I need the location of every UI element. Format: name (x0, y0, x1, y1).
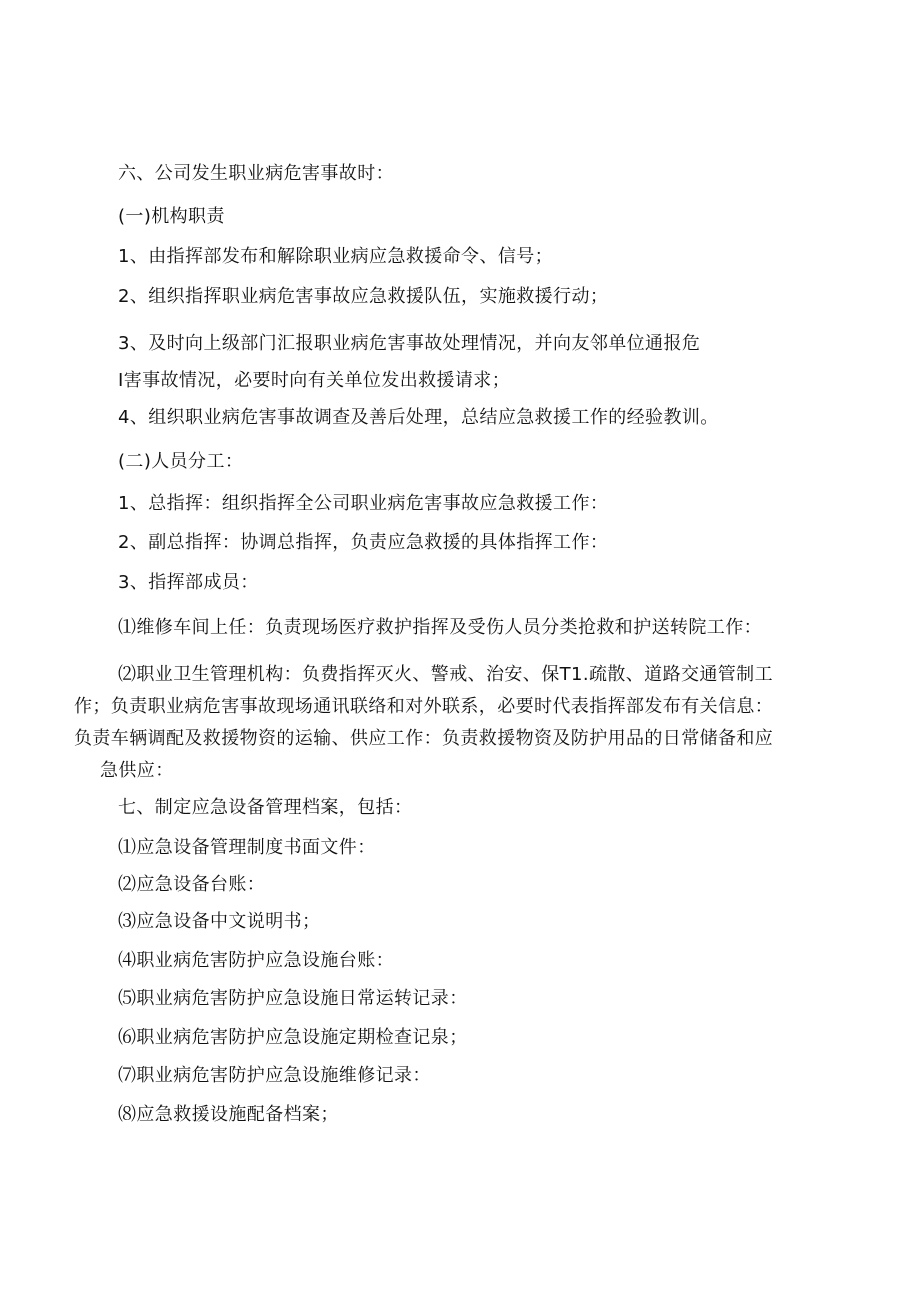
archive-item: ⑸职业病危害防护应急设施日常运转记录： (118, 988, 468, 1009)
duty-item: 3、及时向上级部门汇报职业病危害事故处理情况，并向友邻单位通报危 (118, 333, 701, 354)
archive-item: ⑹职业病危害防护应急设施定期检查记泉； (118, 1027, 468, 1048)
archive-item: ⑺职业病危害防护应急设施维修记录： (118, 1065, 431, 1086)
duty-item: 2、组织指挥职业病危害事故应急救援队伍，实施救援行动； (118, 286, 609, 307)
role-item: 1、总指挥：组织指挥全公司职业病危害事故应急救援工作： (118, 493, 609, 514)
member-item-continuation: 急供应： (100, 760, 174, 781)
subsection-1-heading: (一)机构职责 (118, 206, 225, 227)
archive-item: ⑻应急救援设施配备档案； (118, 1104, 339, 1125)
member-item: ⑴维修车间上任：负责现场医疗救护指挥及受伤人员分类抢救和护送转院工作： (118, 617, 762, 638)
role-item: 3、指挥部成员： (118, 572, 259, 593)
section-7-heading: 七、制定应急设备管理档案，包括： (118, 797, 413, 818)
duty-item: 1、由指挥部发布和解除职业病应急救援命令、信号； (118, 246, 554, 267)
role-item: 2、副总指挥：协调总指挥，负责应急救援的具体指挥工作： (118, 532, 609, 553)
member-item-continuation: 作；负责职业病危害事故现场通讯联络和对外联系，必要时代表指挥部发布有关信息： (74, 696, 774, 717)
subsection-2-heading: (二)人员分工： (118, 451, 244, 472)
member-item-continuation: 负责车辆调配及救援物资的运输、供应工作：负责救援物资及防护用品的日常储备和应 (74, 728, 774, 749)
duty-item-continuation: I害事故情况，必要时向有关单位发出救援请求； (118, 370, 511, 391)
duty-item: 4、组织职业病危害事故调查及善后处理，总结应急救援工作的经验教训。 (118, 407, 719, 428)
section-6-heading: 六、公司发生职业病危害事故时： (118, 163, 394, 184)
archive-item: ⑷职业病危害防护应急设施台账： (118, 950, 394, 971)
archive-item: ⑵应急设备台账： (118, 874, 266, 895)
archive-item: ⑴应急设备管理制度书面文件： (118, 837, 376, 858)
member-item: ⑵职业卫生管理机构：负费指挥灭火、警戒、治安、保T1.疏散、道路交通管制工 (118, 664, 773, 685)
archive-item: ⑶应急设备中文说明书； (118, 911, 321, 932)
